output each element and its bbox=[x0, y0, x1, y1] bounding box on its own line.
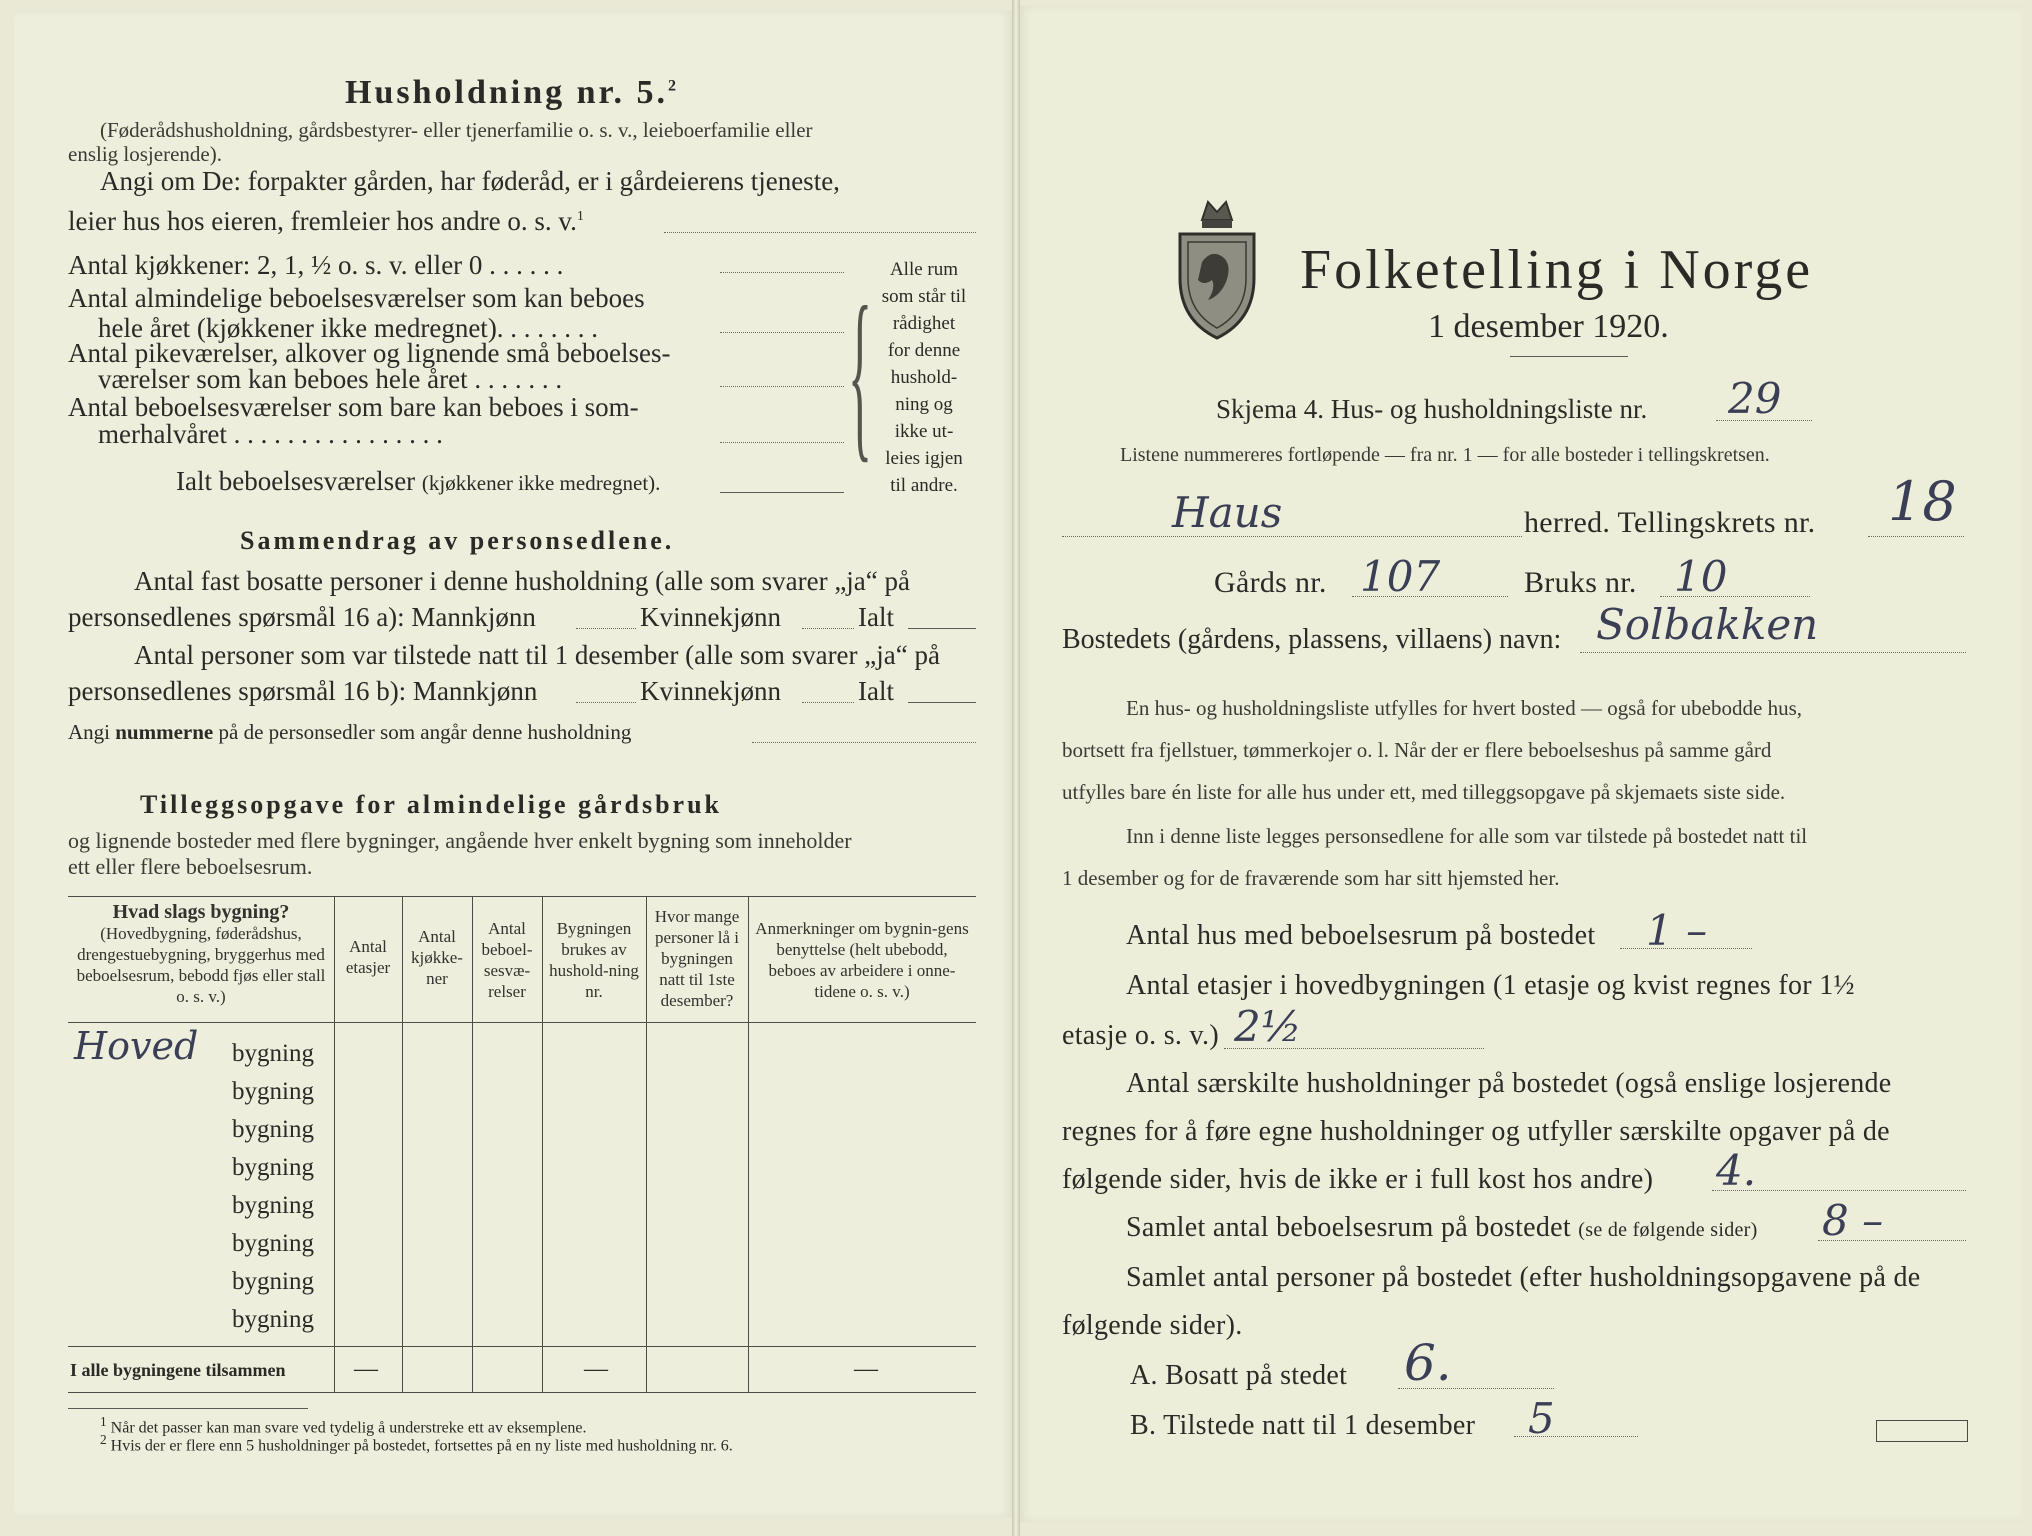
q-resident: A. Bosatt på stedet bbox=[1130, 1360, 1348, 1391]
instruction-3: utfylles bare én liste for alle hus under ett, med tilleggsopgave på skjemaets siste side. bbox=[1062, 780, 1786, 804]
gards-value: 107 bbox=[1360, 552, 1441, 601]
summary-1a: Antal fast bosatte personer i denne husholdning (alle som svarer „ja“ på bbox=[134, 566, 910, 596]
rooms-maid-2: værelser som kan beboes hele året . . . . . . . bbox=[98, 364, 563, 394]
col-rooms-head: Antal beboel-sesvæ-relser bbox=[481, 919, 533, 1001]
printer-stamp bbox=[1876, 1420, 1968, 1442]
table-row-label: bygning bbox=[232, 1154, 314, 1181]
q-houses: Antal hus med beboelsesrum på bostedet bbox=[1126, 920, 1596, 951]
rooms-maid-1: Antal pikeværelser, alkover og lignende små beboelses- bbox=[68, 338, 671, 368]
q-households-1: Antal særskilte husholdninger på bostedet (også enslige losjerende bbox=[1126, 1068, 1892, 1099]
angi-line-2: leier hus hos eieren, fremleier hos andre o. s. v.$^1$ bbox=[68, 206, 584, 236]
intro-paren-2: enslig losjerende). bbox=[68, 142, 222, 166]
instruction-2: bortsett fra fjellstuer, tømmerkojer o. l. Når der er flere beboelseshus på samme gård bbox=[1062, 738, 1772, 762]
table-row-label: bygning bbox=[232, 1040, 314, 1067]
bosted-field[interactable] bbox=[1580, 652, 1966, 653]
instruction-5: 1 desember og for de fraværende som har sitt hjemsted her. bbox=[1062, 866, 1560, 890]
floors-value: 2½ bbox=[1234, 1002, 1302, 1051]
col-kitchens-head: Antal kjøkke-ner bbox=[411, 927, 463, 988]
present-total-label: Ialt bbox=[858, 676, 894, 706]
ordinary-rooms-field[interactable] bbox=[720, 332, 844, 333]
rooms-ordinary-1: Antal almindelige beboelsesværelser som kan beboes bbox=[68, 283, 645, 313]
q-floors-2: etasje o. s. v.) bbox=[1062, 1020, 1219, 1051]
summer-rooms-field[interactable] bbox=[720, 442, 844, 443]
census-date: 1 desember 1920. bbox=[1428, 308, 1669, 345]
footnote-1: $^1$ Når det passer kan man svare ved tydelig å understreke ett av eksemplene. bbox=[100, 1414, 587, 1437]
present-total-field[interactable] bbox=[908, 702, 976, 703]
rooms-ordinary-2: hele året (kjøkkener ikke medregnet). . . . . . . . bbox=[98, 313, 599, 343]
summary-title: Sammendrag av personsedlene. bbox=[240, 526, 675, 555]
present-value: 5 bbox=[1528, 1394, 1555, 1443]
angi-answer-line[interactable] bbox=[664, 232, 976, 233]
kitchens-field[interactable] bbox=[720, 272, 844, 273]
page-fold bbox=[1012, 0, 1020, 1536]
handwritten-building-type: Hoved bbox=[74, 1024, 199, 1068]
total-household-dash: — bbox=[584, 1356, 608, 1382]
tillegg-title: Tilleggsopgave for almindelige gårdsbruk bbox=[140, 790, 723, 819]
q-rooms: Samlet antal beboelsesrum på bostedet (se de følgende sider) bbox=[1126, 1212, 1758, 1243]
resident-total-label: Ialt bbox=[858, 602, 894, 632]
table-row-label: bygning bbox=[232, 1192, 314, 1219]
resident-total-field[interactable] bbox=[908, 628, 976, 629]
present-female-field[interactable] bbox=[802, 702, 854, 703]
bracket-note: Alle rum som står til rådighet for denne hushold- ning og ikke ut- leies igjen til andre. bbox=[881, 259, 967, 496]
bosted-label: Bostedets (gårdens, plassens, villaens) navn: bbox=[1062, 624, 1562, 655]
table-row-label: bygning bbox=[232, 1116, 314, 1143]
summary-2b: personsedlenes spørsmål 16 b): Mannkjønn bbox=[68, 676, 538, 706]
footnote-2: $^2$ Hvis der er flere enn 5 husholdninger på bostedet, fortsettes på en ny liste med husholdning nr. 6. bbox=[100, 1432, 733, 1455]
present-male-field[interactable] bbox=[576, 702, 636, 703]
numbering-note: Listene nummereres fortløpende — fra nr. 1 — for alle bosteder i tellingskretsen. bbox=[1120, 444, 1770, 466]
col-household-head: Bygningen brukes av hushold-ning nr. bbox=[549, 919, 639, 1001]
herred-value: Haus bbox=[1172, 488, 1283, 537]
col-remarks-head: Anmerkninger om bygnin-gens benyttelse (helt ubebodd, beboes av arbeidere i onne-tidene o. s. v.) bbox=[755, 919, 969, 1001]
household-title: Husholdning nr. 5.$^2$ bbox=[345, 74, 679, 111]
q-floors-1: Antal etasjer i hovedbygningen (1 etasje og kvist regnes for 1½ bbox=[1126, 970, 1855, 1001]
table-row-label: bygning bbox=[232, 1078, 314, 1105]
brace: { bbox=[848, 265, 872, 479]
summary-1b: personsedlenes spørsmål 16 a): Mannkjønn bbox=[68, 602, 536, 632]
rooms-summer-1: Antal beboelsesværelser som bare kan beboes i som- bbox=[68, 392, 639, 422]
resident-value: 6. bbox=[1404, 1334, 1452, 1392]
list-number-value: 29 bbox=[1728, 374, 1782, 423]
instruction-1: En hus- og husholdningsliste utfylles for hvert bosted — også for ubebodde hus, bbox=[1126, 696, 1802, 720]
resident-female-label: Kvinnekjønn bbox=[640, 602, 781, 632]
present-female-label: Kvinnekjønn bbox=[640, 676, 781, 706]
total-floors-dash: — bbox=[354, 1356, 378, 1382]
table-row-label: bygning bbox=[232, 1306, 314, 1333]
herred-label: herred. Tellingskrets nr. bbox=[1524, 506, 1816, 539]
bosted-value: Solbakken bbox=[1596, 600, 1819, 649]
right-page bbox=[1018, 6, 2022, 1522]
households-value: 4. bbox=[1716, 1146, 1757, 1195]
col-floors-head: Antal etasjer bbox=[345, 937, 391, 977]
instruction-4: Inn i denne liste legges personsedlene for alle som var tilstede på bostedet natt til bbox=[1126, 824, 1808, 848]
angi-nummerne: Angi nummerne på de personsedler som angår denne husholdning bbox=[68, 720, 632, 744]
intro-paren-1: (Føderådshusholdning, gårdsbestyrer- eller tjenerfamilie o. s. v., leieboerfamilie eller bbox=[100, 118, 813, 142]
title-rule bbox=[1510, 356, 1628, 357]
q-households-2: regnes for å føre egne husholdninger og utfyller særskilte opgaver på de bbox=[1062, 1116, 1890, 1147]
table-row-label: bygning bbox=[232, 1268, 314, 1295]
q-households-3: følgende sider, hvis de ikke er i full kost hos andre) bbox=[1062, 1164, 1654, 1195]
q-persons-2: følgende sider). bbox=[1062, 1310, 1243, 1341]
building-table bbox=[68, 896, 976, 1392]
krets-field[interactable] bbox=[1868, 536, 1964, 537]
person-numbers-field[interactable] bbox=[752, 742, 976, 743]
houses-value: 1 – bbox=[1646, 906, 1708, 955]
q-persons-1: Samlet antal personer på bostedet (efter husholdningsopgavene på de bbox=[1126, 1262, 1921, 1293]
col-building-type-head: Hvad slags bygning? (Hovedbygning, føderådshus, drengestuebygning, bryggerhus med beboelsesrum, bebodd fjøs eller stall o. s. v.) bbox=[76, 901, 326, 1006]
table-row-label: bygning bbox=[232, 1230, 314, 1257]
resident-male-field[interactable] bbox=[576, 628, 636, 629]
angi-line-1: Angi om De: forpakter gården, har føderåd, er i gårdeierens tjeneste, bbox=[100, 166, 840, 196]
q-present: B. Tilstede natt til 1 desember bbox=[1130, 1410, 1476, 1441]
col-persons-head: Hvor mange personer lå i bygningen natt til 1ste desember? bbox=[654, 907, 740, 1010]
bruks-value: 10 bbox=[1674, 552, 1728, 601]
summary-2a: Antal personer som var tilstede natt til 1 desember (alle som svarer „ja“ på bbox=[134, 640, 940, 670]
tillegg-line-1: og lignende bosteder med flere bygninger, angående hver enkelt bygning som inneholder bbox=[68, 828, 852, 853]
gards-label: Gårds nr. bbox=[1214, 566, 1327, 599]
krets-value: 18 bbox=[1888, 470, 1957, 533]
maid-rooms-field[interactable] bbox=[720, 386, 844, 387]
census-title: Folketelling i Norge bbox=[1300, 239, 1814, 301]
rooms-total-field[interactable] bbox=[720, 492, 844, 493]
norway-coat-of-arms-icon bbox=[1172, 192, 1262, 342]
tillegg-line-2: ett eller flere beboelsesrum. bbox=[68, 854, 313, 879]
footnote-rule bbox=[68, 1408, 308, 1409]
total-remarks-dash: — bbox=[854, 1356, 878, 1382]
rooms-value: 8 – bbox=[1822, 1196, 1884, 1245]
rooms-total: Ialt beboelsesværelser (kjøkkener ikke medregnet). bbox=[176, 466, 661, 496]
rooms-summer-2: merhalvåret . . . . . . . . . . . . . . . . bbox=[98, 419, 443, 449]
skjema-label: Skjema 4. Hus- og husholdningsliste nr. bbox=[1216, 394, 1648, 424]
rooms-kitchens: Antal kjøkkener: 2, 1, ½ o. s. v. eller 0 . . . . . . bbox=[68, 250, 564, 280]
resident-female-field[interactable] bbox=[802, 628, 854, 629]
herred-field[interactable] bbox=[1062, 536, 1522, 537]
bruks-label: Bruks nr. bbox=[1524, 566, 1637, 599]
table-total-label: I alle bygningene tilsammen bbox=[70, 1360, 286, 1380]
